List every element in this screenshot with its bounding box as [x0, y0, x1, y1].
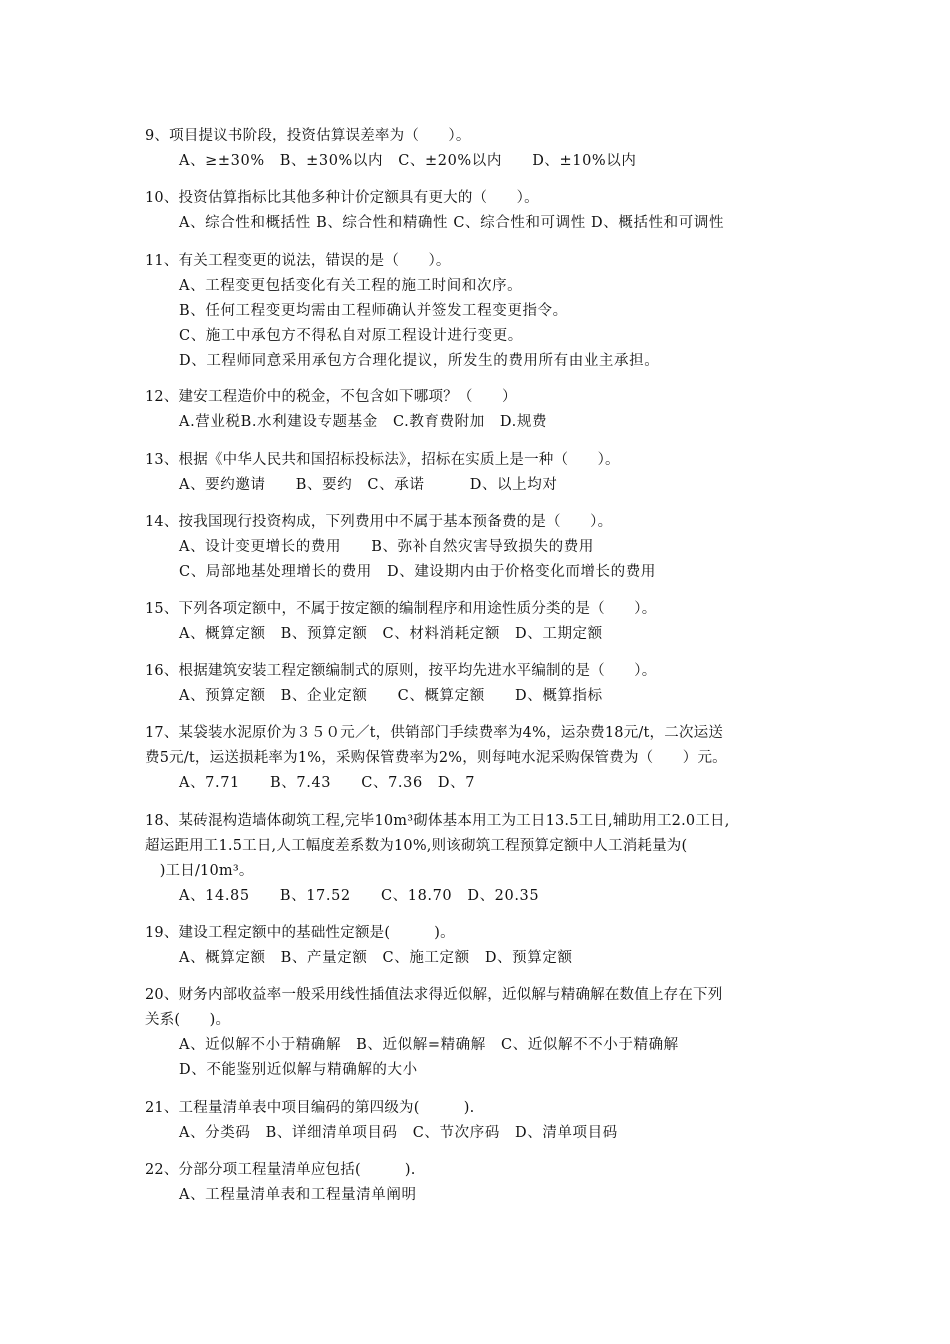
question-stem: 18、某砖混构造墙体砌筑工程,完毕10m³砌体基本用工为工日13.5工日,辅助用工2.0工日,	[145, 813, 730, 829]
question-stem: 20、财务内部收益率一般采用线性插值法求得近似解，近似解与精确解在数值上存在下列	[145, 987, 723, 1003]
question-stem: 13、根据《中华人民共和国招标投标法》，招标在实质上是一种（ ）。	[145, 452, 620, 468]
question-options: A.营业税B.水利建设专题基金 C.教育费附加 D.规费	[179, 414, 548, 430]
question-options: A、≥±30% B、±30%以内 C、±20%以内 D、±10%以内	[179, 153, 637, 169]
question-22	[145, 1158, 825, 1208]
question-12	[145, 385, 825, 435]
question-options: A、设计变更增长的费用 B、弥补自然灾害导致损失的费用	[179, 539, 594, 555]
question-options: A、分类码 B、详细清单项目码 C、节次序码 D、清单项目码	[179, 1125, 618, 1141]
question-options: D、不能鉴别近似解与精确解的大小	[179, 1062, 418, 1078]
question-options: A、概算定额 B、产量定额 C、施工定额 D、预算定额	[179, 950, 573, 966]
question-21	[145, 1096, 825, 1146]
question-15	[145, 597, 825, 647]
question-stem: 关系( )。	[145, 1012, 231, 1028]
question-options: A、7.71 B、7.43 C、7.36 D、7	[179, 775, 476, 791]
question-19	[145, 921, 825, 971]
question-options: A、综合性和概括性 B、综合性和精确性 C、综合性和可调性 D、概括性和可调性	[179, 215, 725, 231]
question-stem: 11、有关工程变更的说法，错误的是（ ）。	[145, 253, 451, 269]
question-14	[145, 510, 825, 585]
question-options: A、工程量清单表和工程量清单阐明	[179, 1187, 417, 1203]
question-options: A、14.85 B、17.52 C、18.70 D、20.35	[179, 888, 540, 904]
question-options: A、近似解不小于精确解 B、近似解=精确解 C、近似解不不小于精确解	[179, 1037, 679, 1053]
question-stem: )工日/10m³。	[145, 863, 254, 879]
option-a: A、工程变更包括变化有关工程的施工时间和次序。	[179, 278, 523, 294]
question-stem: 超运距用工1.5工日,人工幅度差系数为10%,则该砌筑工程预算定额中人工消耗量为(	[145, 838, 688, 854]
question-20	[145, 983, 825, 1083]
question-stem: 12、建安工程造价中的税金，不包含如下哪项？（ ）	[145, 389, 517, 405]
question-stem: 19、建设工程定额中的基础性定额是( )。	[145, 925, 455, 941]
question-stem: 21、工程量清单表中项目编码的第四级为( ).	[145, 1100, 475, 1116]
question-16	[145, 659, 825, 709]
question-stem: 17、某袋装水泥原价为３５０元／t，供销部门手续费率为4%，运杂费18元/t，二次运送	[145, 725, 724, 741]
question-10	[145, 186, 825, 236]
question-stem: 15、下列各项定额中，不属于按定额的编制程序和用途性质分类的是（ ）。	[145, 601, 657, 617]
question-options: A、预算定额 B、企业定额 C、概算定额 D、概算指标	[179, 688, 603, 704]
question-options: A、要约邀请 B、要约 C、承诺 D、以上均对	[179, 477, 558, 493]
question-stem: 10、投资估算指标比其他多种计价定额具有更大的（ ）。	[145, 190, 539, 206]
question-stem: 14、按我国现行投资构成，下列费用中不属于基本预备费的是（ ）。	[145, 514, 613, 530]
option-d: D、工程师同意采用承包方合理化提议，所发生的费用所有由业主承担。	[179, 353, 660, 369]
question-18	[145, 809, 825, 909]
question-options: C、局部地基处理增长的费用 D、建设期内由于价格变化而增长的费用	[179, 564, 656, 580]
question-17	[145, 721, 825, 796]
question-11	[145, 249, 825, 374]
question-13	[145, 448, 825, 498]
question-9	[145, 124, 825, 174]
question-stem: 费5元/t，运送损耗率为1%，采购保管费率为2%，则每吨水泥采购保管费为（ ）元。	[145, 750, 727, 766]
question-stem: 22、分部分项工程量清单应包括( ).	[145, 1162, 416, 1178]
option-b: B、任何工程变更均需由工程师确认并签发工程变更指令。	[179, 303, 568, 319]
question-stem: 9、项目提议书阶段，投资估算误差率为（ ）。	[145, 128, 471, 144]
question-options: A、概算定额 B、预算定额 C、材料消耗定额 D、工期定额	[179, 626, 603, 642]
option-c: C、施工中承包方不得私自对原工程设计进行变更。	[179, 328, 523, 344]
question-stem: 16、根据建筑安装工程定额编制式的原则，按平均先进水平编制的是（ ）。	[145, 663, 657, 679]
